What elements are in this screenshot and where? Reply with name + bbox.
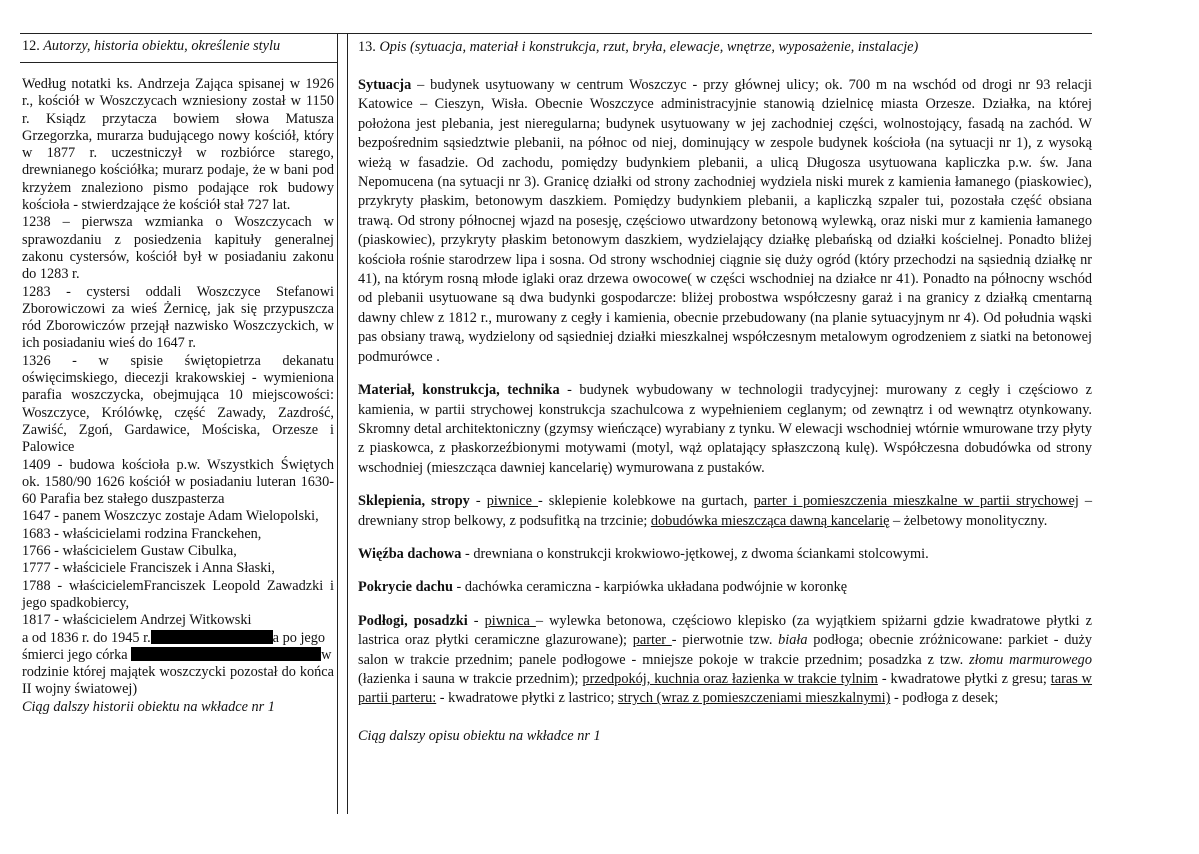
history-intro: Według notatki ks. Andrzeja Zająca spisanej w 1926 r., kościół w Woszczycach wzniesiony został w 1150 r. Ksiądz przytacza bowiem słowa Matusza Grzegorzka, murarza budującego nowy kościół, który w 1877 r. uczestniczył w rozbiórce starego, drewnianego kościółka; murarz podaje, że w bani pod krzyżem znaleziono pismo podające rok budowy kościoła - stwierdzające że kościół stał 727 lat.	[22, 76, 334, 214]
column-divider-right	[347, 34, 348, 814]
description-column	[358, 38, 1092, 760]
history-entry-redacted: a od 1836 r. do 1945 r. a po jego	[22, 629, 326, 646]
description-header: 13. Opis (sytuacja, materiał i konstrukcja, rzut, bryła, elewacje, wnętrze, wyposażenie, instalacje)	[358, 39, 919, 55]
redaction-bar	[131, 647, 321, 661]
history-entry: 1238 – pierwsza wzmianka o Woszczycach w sprawozdaniu z posiedzenia kapituły generalnej zakonu cystersów, kościół był w posiadaniu zakonu do 1283 r.	[22, 214, 334, 283]
history-entry: rodzinie której majątek woszczycki pozostał do końca II wojny światowej)	[22, 664, 334, 698]
section-label: Sklepienia, stropy	[358, 493, 470, 510]
section-sytuacja: Sytuacja – budynek usytuowany w centrum Woszczyc - przy głównej ulicy; ok. 700 m na wschód od drogi nr 93 relacji Katowice – Cieszyn, Wisła. Obecnie Woszczyce administracyjnie stanowią dzielnicę miasta Orzesze. Działka, na której położona jest plebania, jest nieregularna; budynek usytuowany w jej zachodniej części, wolnostojący, fasadą na zachód. W bezpośrednim sąsiedztwie plebanii, na północ od niej, dominujący w zespole budynek kościoła (na sytuacji nr 1), z wysoką wieżą w fasadzie. Od zachodu, pomiędzy budynkiem plebanii, a ulicą Długosza usytuowana kapliczka p.w. św. Jana Nepomucena (na sytuacji nr 3). Granicę działki od strony zachodniej wydziela niski murek z kamienia łamanego (piaskowiec), przykryty płaskim, betonowym daszkiem. Pomiędzy budynkiem plebanii, a kapliczką szpaler tui, pozostała część obsiana trawą. Od strony północnej wjazd na posesję, częściowo utwardzony betonową wylewką, oraz niski mur z kamienia łamanego (piaskowiec), przykryty płaskim betonowym daszkiem, wydzielający działkę plebańską od działki kościelnej. Ponadto bliżej kościoła rośnie starodrzew lipa i sosna. Od strony wschodniej ciągnie się duży ogród (który przechodzi na sąsiednią działkę nr 41), na którym rosną młode iglaki oraz drzewa owocowe( w części wschodniej na działce nr 41). Ponadto na północny wschód od plebanii usytuowane są dwa budynki gospodarcze: bliżej probostwa współczesny garaż i na granicy z działką cmentarną dawny chlew z 1812 r., murowany z cegły i kamienia, obecnie przebudowany (na planie sytuacyjnym nr 4). Od południa wąski pas obsiany trawą, wydzielony od sąsiedniej działki mieszkalnej współczesnym metalowym ogrodzeniem z siatki na betonowej podmurówce .	[358, 77, 1092, 365]
top-rule	[20, 33, 1092, 34]
history-entry: 1788 - właścicielemFranciszek Leopold Zawadzki i jego spadkobiercy,	[22, 577, 334, 611]
section-label: Więźba dachowa	[358, 545, 462, 562]
history-continuation: Ciąg dalszy historii obiektu na wkładce nr 1	[22, 698, 275, 715]
section-pokrycie: Pokrycie dachu - dachówka ceramiczna - karpiówka układana podwójnie w koronkę	[358, 579, 848, 596]
history-entry: 1409 - budowa kościoła p.w. Wszystkich Świętych ok. 1580/90 1626 kościół w posiadaniu luteran 1630-60 Parafia bez stałego duszpasterza	[22, 456, 334, 508]
history-entry: 1326 - w spisie świętopietrza dekanatu oświęcimskiego, diecezji krakowskiej - wymieniona parafia woszczycka, obejmująca 10 miejscowości: Woszczyce, Królówkę, część Zawady, Zazdrość, Zawiść, Zgoń, Gardawice, Mościska, Orzesze i Palowice	[22, 352, 334, 456]
column-divider-left	[337, 34, 338, 814]
section-sklepienia: Sklepienia, stropy - piwnice - sklepienie kolebkowe na gurtach, parter i pomieszczenia mieszkalne w partii strychowej – drewniany strop belkowy, z podsufitką na trzcinie; dobudówka mieszcząca dawną kancelarię – żelbetowy monolityczny.	[358, 493, 1092, 529]
history-entry: 1777 - właściciele Franciszek i Anna Słaski,	[22, 560, 275, 577]
section-material: Materiał, konstrukcja, technika - budynek wybudowany w technologii tradycyjnej: murowany z cegły i częściowo z kamienia, w partii strychowej konstrukcja szachulcowa z wypełnieniem ceglanym; od zewnątrz i od wewnątrz otynkowany. Skromny detal architektoniczny (gzymsy wieńczące) wyrabiany z tynku. W elewacji wschodniej wtórnie wmurowane trzy płyty z piaskowca, z płaskorzeźbionymi motywami (motyl, wąż oplatający spłaszczoną kulę). Współczesna dobudówka od strony wschodniej (mieszcząca dawniej kancelarię) wymurowana z pustaków.	[358, 382, 1092, 476]
section-label: Podłogi, posadzki	[358, 612, 468, 629]
history-column	[22, 38, 334, 716]
section-podlogi: Podłogi, posadzki - piwnica – wylewka betonowa, częściowo klepisko (za wyjątkiem spiżarni gdzie kwadratowe płytki z lastrica oraz płytki ceramiczne glazurowane); parter - pierwotnie tzw. biała podłoga; obecnie zróżnicowane: parkiet - duży salon w trakcie przednim; panele podłogowe - mniejsze pokoje w trakcie przednim; posadzka z tzw. złomu marmurowego (łazienka i sauna w trakcie przednim); przedpokój, kuchnia oraz łazienka w trakcie tylnim - kwadratowe płytki z gresu; taras w partii parteru: - kwadratowe płytki z lastrico; strych (wraz z pomieszczeniami mieszkalnymi) - podłoga z desek;	[358, 612, 1093, 707]
history-entry: 1647 - panem Woszczyc zostaje Adam Wielopolski,	[22, 508, 319, 525]
redaction-bar	[151, 630, 273, 644]
section-label: Materiał, konstrukcja, technika	[358, 382, 560, 399]
history-entry: 1766 - właścicielem Gustaw Cibulka,	[22, 543, 237, 560]
history-entry-redacted: śmierci jego córka w	[22, 646, 332, 663]
history-entry: 1683 - właścicielami rodzina Franckehen,	[22, 525, 262, 542]
description-continuation: Ciąg dalszy opisu obiektu na wkładce nr 1	[358, 727, 601, 744]
section-label: Pokrycie dachu	[358, 579, 453, 596]
history-entry: 1283 - cystersi oddali Woszczyce Stefanowi Zborowiczowi za wieś Żernicę, jak się przypuszcza ród Zborowiczów przejął nazwisko Woszczyckich, w ich posiadaniu wieś do 1647 r.	[22, 283, 334, 352]
history-entry: 1817 - właścicielem Andrzej Witkowski	[22, 612, 252, 629]
section-label: Sytuacja	[358, 77, 412, 93]
section-wiezba: Więźba dachowa - drewniana o konstrukcji krokwiowo-jętkowej, z dwoma ściankami stolcowymi.	[358, 545, 929, 562]
history-header: 12. Autorzy, historia obiektu, określenie stylu	[22, 38, 281, 54]
